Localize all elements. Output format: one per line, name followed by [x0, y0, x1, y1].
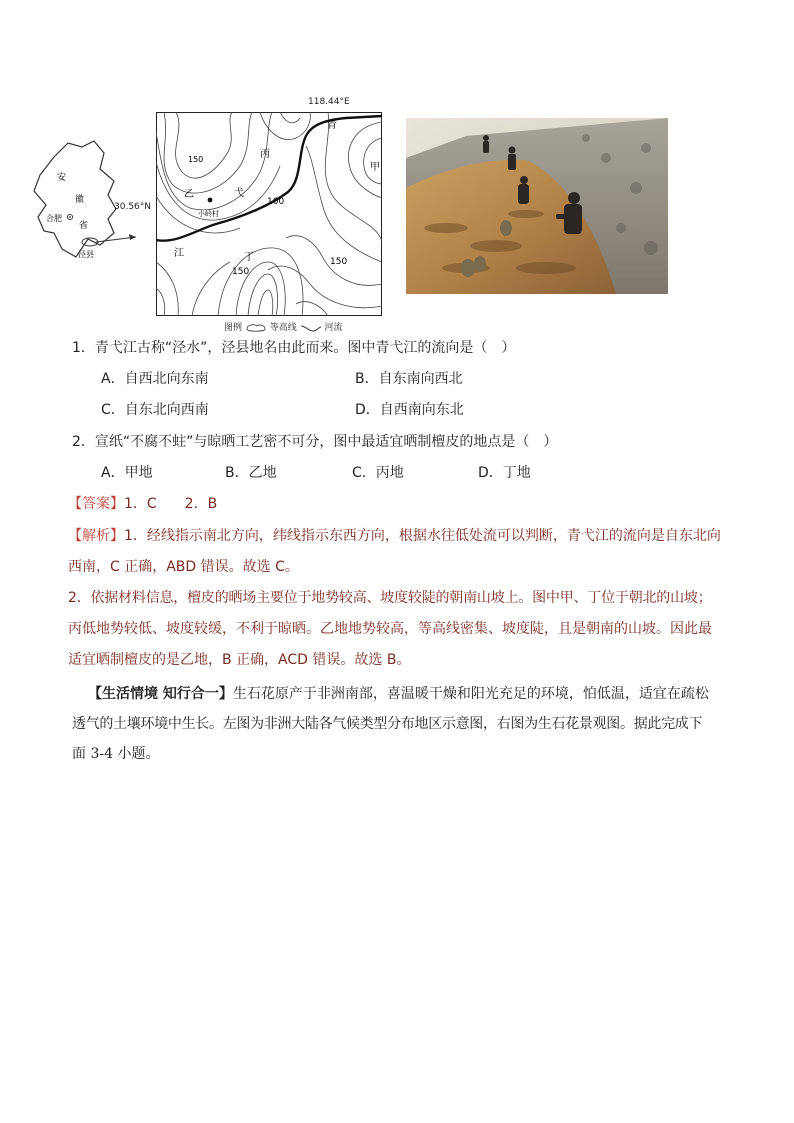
- contour-value-100: 100: [267, 197, 285, 207]
- label-yi4: 弋: [234, 188, 244, 199]
- contour-value-150-b: 150: [232, 267, 250, 277]
- legend-contour: 等高线: [269, 323, 297, 333]
- bark-drying-photo: [406, 118, 668, 294]
- answer-tag: 【答案】: [68, 496, 124, 512]
- contour-legend-icon: [245, 323, 267, 333]
- q2-option-c[interactable]: C．丙地: [352, 465, 404, 481]
- figure-area: [24, 95, 674, 335]
- question-2-stem: 2．宣纸“不腐不蛀”与晾晒工艺密不可分，图中最适宜晒制檀皮的地点是（ ）: [72, 434, 558, 450]
- answer-text: 1．C 2．B: [124, 496, 218, 512]
- q2-option-a[interactable]: A．甲地: [101, 465, 153, 481]
- province-label-sheng: 省: [79, 221, 89, 231]
- label-qing: 青: [327, 120, 337, 131]
- province-label-hui: 徽: [75, 195, 85, 205]
- q1-option-a[interactable]: A．自西北向东南: [101, 371, 209, 387]
- contour-map: [156, 112, 382, 316]
- analysis-tag: 【解析】: [68, 528, 124, 544]
- legend-river: 河流: [324, 323, 343, 333]
- q1-option-c[interactable]: C．自东北向西南: [101, 402, 209, 418]
- context-paragraph: [72, 679, 752, 769]
- answer-line: [68, 494, 217, 514]
- context-line-2: 透气的土壤环境中生长。左图为非洲大陆各气候类型分布地区示意图，右图为生石花景观图。据此完成下: [72, 716, 703, 732]
- question-1-stem: 1．青弋江古称“泾水”，泾县地名由此而来。图中青弋江的流向是（ ）: [72, 340, 516, 356]
- label-xiaolingcun: 小岭村: [198, 210, 219, 218]
- map-legend: [224, 320, 343, 333]
- q2-option-b[interactable]: B．乙地: [225, 465, 277, 481]
- legend-prefix: 图例: [224, 323, 243, 333]
- latitude-label: 30.56°N: [114, 202, 151, 212]
- analysis-line-1: 【解析】1．经线指示南北方向，纬线指示东西方向，根据水往低处流可以判断，青弋江的流向是自东北向: [68, 528, 721, 544]
- analysis-line-2: 西南，C 正确，ABD 错误。故选 C。: [68, 559, 299, 575]
- contour-value-150-c: 150: [330, 257, 348, 267]
- hefei-label: 合肥: [46, 214, 62, 223]
- analysis-block: [68, 521, 748, 676]
- river-legend-icon: [300, 323, 322, 333]
- analysis-line-4: 丙低地势较低、坡度较缓，不利于晾晒。乙地地势较高，等高线密集、坡度陡，且是朝南的山坡。因此最: [68, 621, 712, 637]
- q2-option-d[interactable]: D．丁地: [478, 465, 531, 481]
- contour-value-150-a: 150: [188, 155, 204, 164]
- analysis-line-3: 2．依据材料信息，檀皮的晒场主要位于地势较高、坡度较陡的朝南山坡上。图中甲、丁位于朝北的山坡；: [68, 590, 712, 606]
- label-bing: 丙: [260, 149, 270, 160]
- longitude-label: 118.44°E: [308, 97, 350, 107]
- label-yi2: 乙: [184, 189, 194, 200]
- context-line-1: 【生活情境 知行合一】生石花原产于非洲南部，喜温暖干燥和阳光充足的环境，怕低温，适宜在疏松: [88, 686, 709, 702]
- jingxian-label: 泾县: [78, 250, 94, 259]
- q1-option-b[interactable]: B．自东南向西北: [355, 371, 463, 387]
- context-line-3: 面 3-4 小题。: [72, 746, 160, 762]
- label-jia: 甲: [370, 162, 380, 173]
- label-ding: 丁: [244, 252, 254, 263]
- q1-option-d[interactable]: D．自西南向东北: [355, 402, 464, 418]
- context-tag: 【生活情境 知行合一】: [88, 686, 233, 702]
- label-jiang: 江: [174, 248, 184, 259]
- province-label-an: 安: [57, 173, 67, 183]
- analysis-line-5: 适宜晒制檀皮的是乙地，B 正确，ACD 错误。故选 B。: [68, 652, 411, 668]
